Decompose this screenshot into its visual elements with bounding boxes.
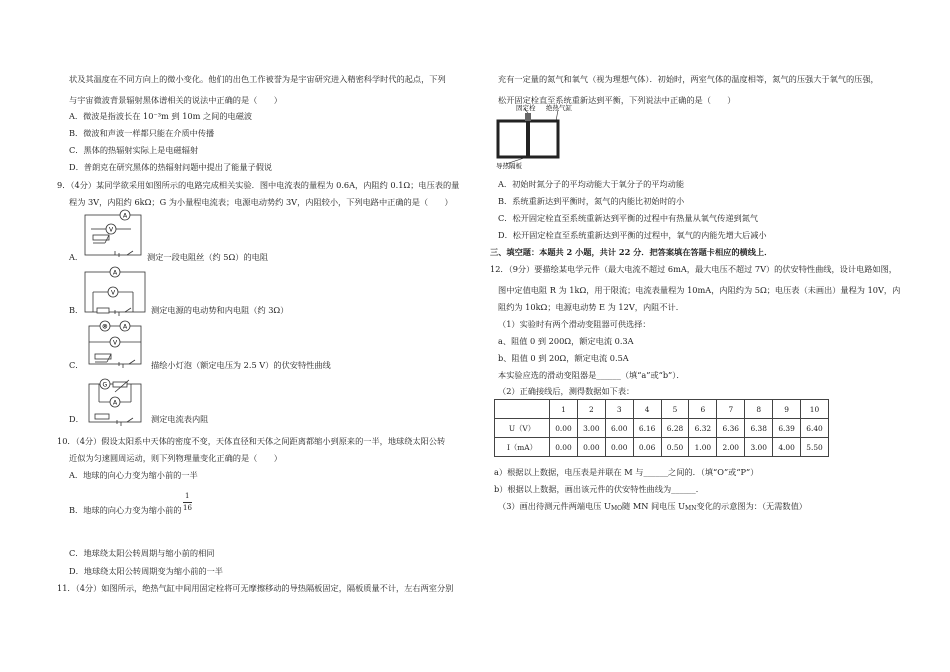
q12-stem-line-2: 图中定值电阻 R 为 1kΩ，用于限流；电流表量程为 10mA，内阻约为 5Ω；电压表（未画出）量程为 10V，内: [498, 285, 901, 295]
table-cell: 6.40: [801, 419, 829, 438]
q11-continued-line-1: 充有一定量的氮气和氧气（视为理想气体）．初始时，两室气体的温度相等，氮气的压强大于氧气的压强，: [498, 74, 879, 84]
circuit-c-diagram: [85, 322, 151, 372]
table-cell: 6: [689, 400, 717, 419]
voltmeter-label: V: [111, 289, 116, 297]
q12-part-3: [498, 501, 807, 514]
q12-part-3-pre: （3）画出待测元件两端电压 U: [498, 501, 611, 511]
table-cell: 0.00: [577, 438, 605, 457]
table-cell: 5: [661, 400, 689, 419]
table-cell: 3: [605, 400, 633, 419]
voltmeter-label: V: [113, 339, 118, 347]
q12-stem-line-1: 12．（9分）要描绘某电学元件（最大电流不超过 6mA，最大电压不超过 7V）的伏安特性曲线，设计电路如图，: [490, 264, 897, 274]
subscript-mn: MN: [685, 505, 697, 512]
table-cell: 0.00: [605, 438, 633, 457]
q11-option-b: B．系统重新达到平衡时，氮气的内能比初始时的小: [498, 196, 685, 206]
q11-continued-line-2: 松开固定栓直至系统重新达到平衡，下列说法中正确的是（ ）: [498, 95, 736, 105]
q12-sub-a: a）根据以上数据，电压表是并联在 M 与______之间的．（填“O”或“P”）: [494, 467, 759, 477]
table-cell: 1.00: [689, 438, 717, 457]
table-cell: 6.38: [745, 419, 773, 438]
table-cell: 0.00: [550, 438, 578, 457]
ammeter-label: A: [123, 323, 128, 331]
q10-option-c: C．地球绕太阳公转周期与缩小前的相同: [69, 548, 215, 558]
table-cell: 9: [773, 400, 801, 419]
q8-continued-line-2: 与宇宙微波背景辐射黑体谱相关的说法中正确的是（ ）: [69, 95, 282, 105]
q8-option-a: A．微波是指波长在 10⁻³m 到 10m 之间的电磁波: [69, 111, 253, 121]
q12-choose-rheostat: 本实验应选的滑动变阻器是______（填“a”或“b”）．: [498, 370, 685, 380]
table-cell: 6.16: [633, 419, 661, 438]
q12-part-2: （2）正确接线后，测得数据如下表：: [498, 386, 635, 396]
q9-option-c-text: 描绘小灯泡（额定电压为 2.5 V）的伏安特性曲线: [151, 360, 331, 370]
table-cell: 6.36: [717, 419, 745, 438]
table-cell: 3.00: [745, 438, 773, 457]
q10-option-d: D．地球绕太阳公转周期变为缩小前的一半: [69, 566, 223, 576]
table-cell: U（V）: [495, 419, 550, 438]
q11-option-a: A．初始时氮分子的平均动能大于氧分子的平均动能: [498, 179, 685, 189]
circuit-b-diagram: [85, 268, 151, 318]
table-cell: 6.28: [661, 419, 689, 438]
q12-part-3-post: 变化的示意图为：（无需数值）: [696, 501, 807, 511]
bolt-label: 固定栓: [516, 104, 536, 112]
q9-option-d-text: 测定电流表内阻: [151, 414, 209, 424]
circuit-a-diagram: [85, 213, 145, 263]
table-row: [495, 438, 829, 457]
table-cell: I（mA）: [495, 438, 550, 457]
q9-option-b-text: 测定电源的电动势和内电阻（约 3Ω）: [151, 305, 289, 315]
table-cell: 5.50: [801, 438, 829, 457]
table-cell: [495, 400, 550, 419]
q12-option-b: b、阻值 0 到 20Ω，额定电流 0.5A: [498, 353, 629, 363]
q12-stem-line-3: 阻约为 10kΩ；电源电动势 E 为 12V，内阻不计．: [498, 302, 684, 312]
table-cell: 1: [550, 400, 578, 419]
data-table: [494, 399, 829, 457]
q8-option-c: C．黑体的热辐射实际上是电磁辐射: [69, 145, 199, 155]
q12-option-a: a、阻值 0 到 200Ω，额定电流 0.3A: [498, 336, 634, 346]
plate-label: 导热隔板: [496, 162, 522, 170]
table-cell: 10: [801, 400, 829, 419]
q12-sub-b: b）根据以上数据，画出该元件的伏安特性曲线为______．: [494, 484, 704, 494]
q12-part-3-mid: 随 MN 间电压 U: [622, 501, 686, 511]
q9-option-b-letter: B．: [69, 305, 84, 315]
subscript-mo: MO: [610, 505, 623, 512]
q12-part-1: （1）实验时有两个滑动变阻器可供选择：: [498, 319, 651, 329]
table-cell: 7: [717, 400, 745, 419]
q8-continued-line-1: 状及其温度在不同方向上的微小变化。他们的出色工作被誉为是宇宙研究进入精密科学时代的起点，下列: [69, 74, 446, 84]
ammeter-label: A: [113, 269, 118, 277]
q9-stem-line-2: 程为 3V，内阻约 6kΩ；G 为小量程电流表；电源电动势约 3V，内阻较小，下列电路中正确的是（ ）: [69, 197, 453, 207]
table-cell: 6.39: [773, 419, 801, 438]
lamp-label: ⊗: [102, 322, 108, 331]
ammeter-label: A: [123, 212, 128, 220]
table-cell: 0.00: [550, 419, 578, 438]
table-cell: 0.06: [633, 438, 661, 457]
q9-option-a-letter: A．: [69, 252, 84, 262]
q11-stem-line-1: 11．（4分）如图所示，绝热气缸中间用固定栓将可无摩擦移动的导热隔板固定，隔板质量不计，左右两室分别: [57, 583, 454, 593]
q11-option-d: D．松开固定栓直至系统重新达到平衡的过程中，氧气的内能先增大后减小: [498, 230, 767, 240]
fraction-denominator: 16: [183, 504, 192, 512]
table-cell: 3.00: [577, 419, 605, 438]
section-3-heading: 三、填空题：本题共 2 小题，共计 22 分．把答案填在答题卡相应的横线上．: [490, 247, 773, 257]
q10-stem-line-1: 10．（4分）假设太阳系中天体的密度不变，天体直径和天体之间距离都缩小到原来的一半，地球绕太阳公转: [57, 436, 446, 446]
table-cell: 8: [745, 400, 773, 419]
q8-option-b: B．微波和声波一样都只能在介质中传播: [69, 128, 215, 138]
table-cell: 6.32: [689, 419, 717, 438]
galvanometer-label: G: [102, 381, 108, 389]
ammeter-label: A: [113, 399, 118, 407]
q10-stem-line-2: 近似为匀速圆周运动，则下列物理量变化正确的是（ ）: [69, 453, 282, 463]
table-header-row: [495, 400, 829, 419]
table-cell: 6.00: [605, 419, 633, 438]
q10-option-a: A．地球的向心力变为缩小前的一半: [69, 470, 198, 480]
voltmeter-label: V: [109, 226, 114, 234]
q8-option-d: D．普朗克在研究黑体的热辐射问题中提出了能量子假说: [69, 162, 273, 172]
fraction-numerator: 1: [185, 492, 190, 500]
table-cell: 2: [577, 400, 605, 419]
circuit-d-diagram: [85, 378, 151, 428]
q9-option-c-letter: C．: [69, 360, 84, 370]
cylinder-label: 绝热气缸: [546, 104, 572, 112]
table-cell: 2.00: [717, 438, 745, 457]
q9-option-d-letter: D．: [69, 414, 84, 424]
gas-cylinder-figure: [496, 104, 576, 170]
table-row: [495, 419, 829, 438]
table-cell: 0.50: [661, 438, 689, 457]
q10-option-b: B．地球的向心力变为缩小前的: [69, 505, 182, 515]
table-cell: 4.00: [773, 438, 801, 457]
q11-option-c: C．松开固定栓直至系统重新达到平衡的过程中有热量从氧气传递到氮气: [498, 213, 759, 223]
q9-stem-line-1: 9．（4分）某同学欲采用如图所示的电路完成相关实验．图中电流表的量程为 0.6A，内阻约 0.1Ω；电压表的量: [57, 180, 460, 190]
table-cell: 4: [633, 400, 661, 419]
q9-option-a-text: 测定一段电阻丝（约 5Ω）的电阻: [147, 252, 269, 262]
